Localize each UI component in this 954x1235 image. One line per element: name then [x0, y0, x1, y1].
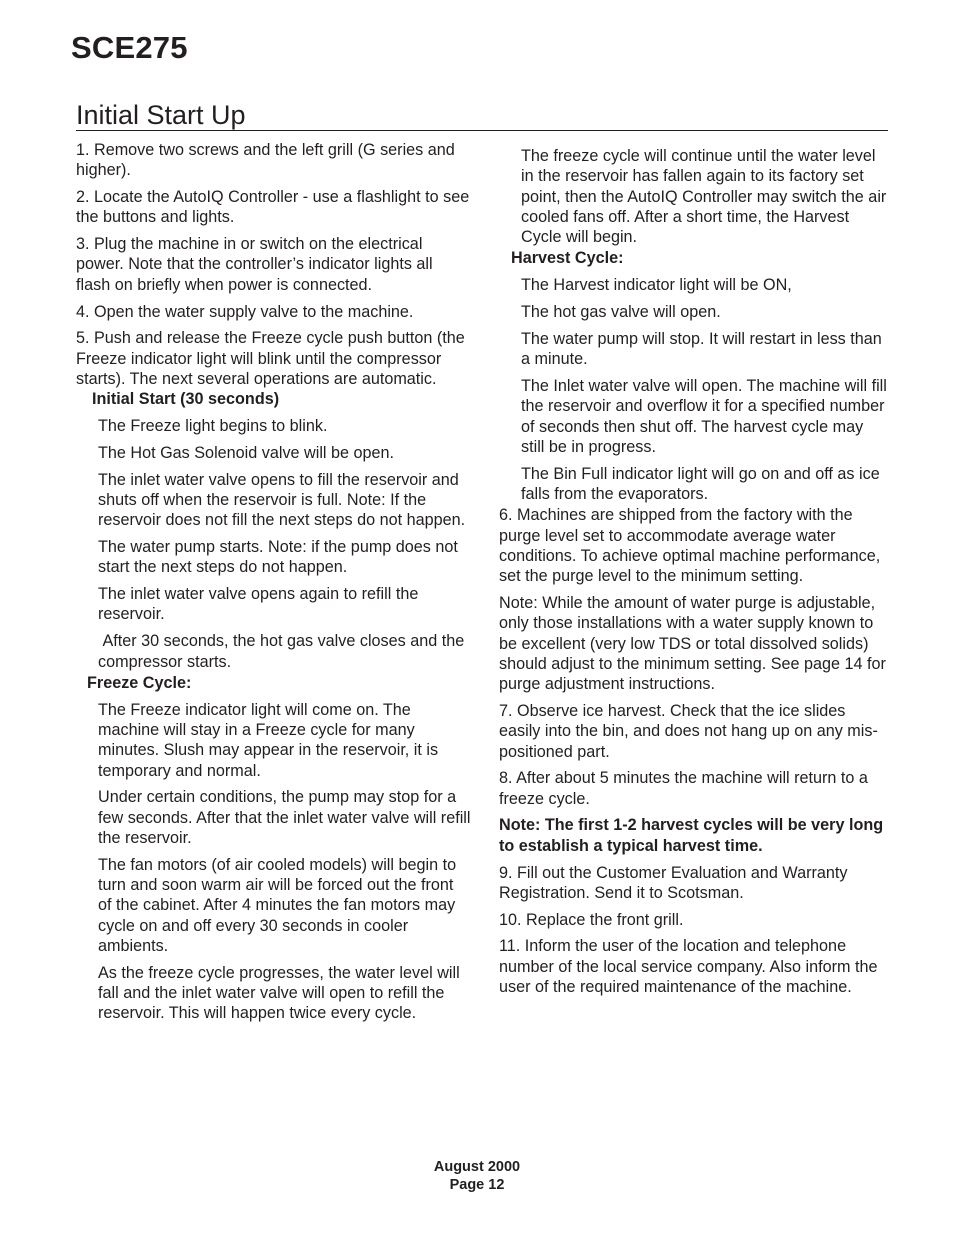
harvest-cycle-heading: Harvest Cycle: — [511, 249, 624, 268]
initial-start-heading: Initial Start (30 seconds) — [92, 390, 280, 409]
step-7: 7. Observe ice harvest. Check that the ice slides easily into the bin, and does not hang up on any mis-positioned part. — [499, 701, 878, 761]
step-1: 1. Remove two screws and the left grill (G series and higher). — [76, 141, 455, 180]
initial-start-item: After 30 seconds, the hot gas valve closes and the compressor starts. — [98, 632, 469, 671]
right-column — [499, 146, 891, 1004]
initial-start-item: The Hot Gas Solenoid valve will be open. — [98, 443, 395, 462]
step-6: 6. Machines are shipped from the factory with the purge level set to accommodate average water conditions. To achieve optimal machine performance, set the purge level to the minimum setting. — [499, 506, 881, 586]
harvest-cycle-item: The hot gas valve will open. — [521, 303, 721, 322]
harvest-cycle-item: The Harvest indicator light will be ON, — [521, 276, 792, 295]
step-9: 9. Fill out the Customer Evaluation and Warranty Registration. Send it to Scotsman. — [499, 863, 848, 902]
document-code: SCE275 — [71, 30, 188, 65]
footer-date: August 2000 — [433, 1159, 521, 1175]
section-title: Initial Start Up — [76, 100, 246, 130]
step-3: 3. Plug the machine in or switch on the electrical power. Note that the controller’s indicator lights all flash on briefly when power is connected. — [76, 235, 433, 294]
initial-start-item: The water pump starts. Note: if the pump does not start the next steps do not happen. — [98, 538, 458, 577]
initial-start-item: The Freeze light begins to blink. — [98, 417, 328, 436]
freeze-cycle-item: Under certain conditions, the pump may stop for a few seconds. After that the inlet water valve will refill the reservoir. — [98, 788, 471, 847]
harvest-cycle-item: The Bin Full indicator light will go on and off as ice falls from the evaporators. — [521, 464, 880, 503]
freeze-cycle-item: The fan motors (of air cooled models) will begin to turn and soon warm air will be forced out the front of the cabinet. After 4 minutes the fan motors may cycle on and off every 30 seconds in cooler ambients. — [98, 855, 457, 955]
left-column — [76, 140, 471, 1030]
step-2: 2. Locate the AutoIQ Controller - use a flashlight to see the buttons and lights. — [76, 188, 470, 227]
harvest-time-note: Note: The first 1-2 harvest cycles will be very long to establish a typical harvest time. — [499, 816, 884, 855]
freeze-cycle-heading: Freeze Cycle: — [87, 673, 192, 692]
harvest-cycle-item: The water pump will stop. It will restart in less than a minute. — [521, 329, 882, 369]
initial-start-item: The inlet water valve opens again to refill the reservoir. — [98, 585, 419, 624]
page-footer — [0, 1159, 954, 1194]
freeze-continue-text: The freeze cycle will continue until the water level in the reservoir has fallen again to its factory set point, then the AutoIQ Controller may switch the air cooled fans off. After a short time, the Harvest Cycle will begin. — [521, 147, 887, 247]
freeze-cycle-item: As the freeze cycle progresses, the water level will fall and the inlet water valve will open to refill the reservoir. This will happen twice every cycle. — [98, 963, 460, 1023]
freeze-cycle-item: The Freeze indicator light will come on. The machine will stay in a Freeze cycle for many minutes. Slush may appear in the reservoir, it is temporary and normal. — [98, 700, 439, 780]
title-rule — [76, 130, 888, 131]
page-number: Page 12 — [449, 1176, 505, 1193]
purge-note: Note: While the amount of water purge is adjustable, only those installations with a water supply known to be excellent (very low TDS or total dissolved solids) should adjust to the minimum setting. See page 14 for purge adjustment instructions. — [499, 593, 886, 694]
step-11: 11. Inform the user of the location and telephone number of the local service company. Also inform the user of the required maintenance of the machine. — [499, 937, 878, 996]
step-4: 4. Open the water supply valve to the machine. — [76, 302, 414, 321]
step-5: 5. Push and release the Freeze cycle push button (the Freeze indicator light will blink until the compressor starts). The next several operations are automatic. — [76, 329, 465, 388]
step-10: 10. Replace the front grill. — [499, 910, 684, 929]
step-8: 8. After about 5 minutes the machine will return to a freeze cycle. — [499, 769, 868, 808]
initial-start-item: The inlet water valve opens to fill the reservoir and shuts off when the reservoir is full. Note: If the reservoir does not fill the next steps do not happen. — [98, 470, 466, 530]
harvest-cycle-item: The Inlet water valve will open. The machine will fill the reservoir and overflow it for a specified number of seconds then shut off. The harvest cycle may still be in progress. — [521, 376, 887, 456]
